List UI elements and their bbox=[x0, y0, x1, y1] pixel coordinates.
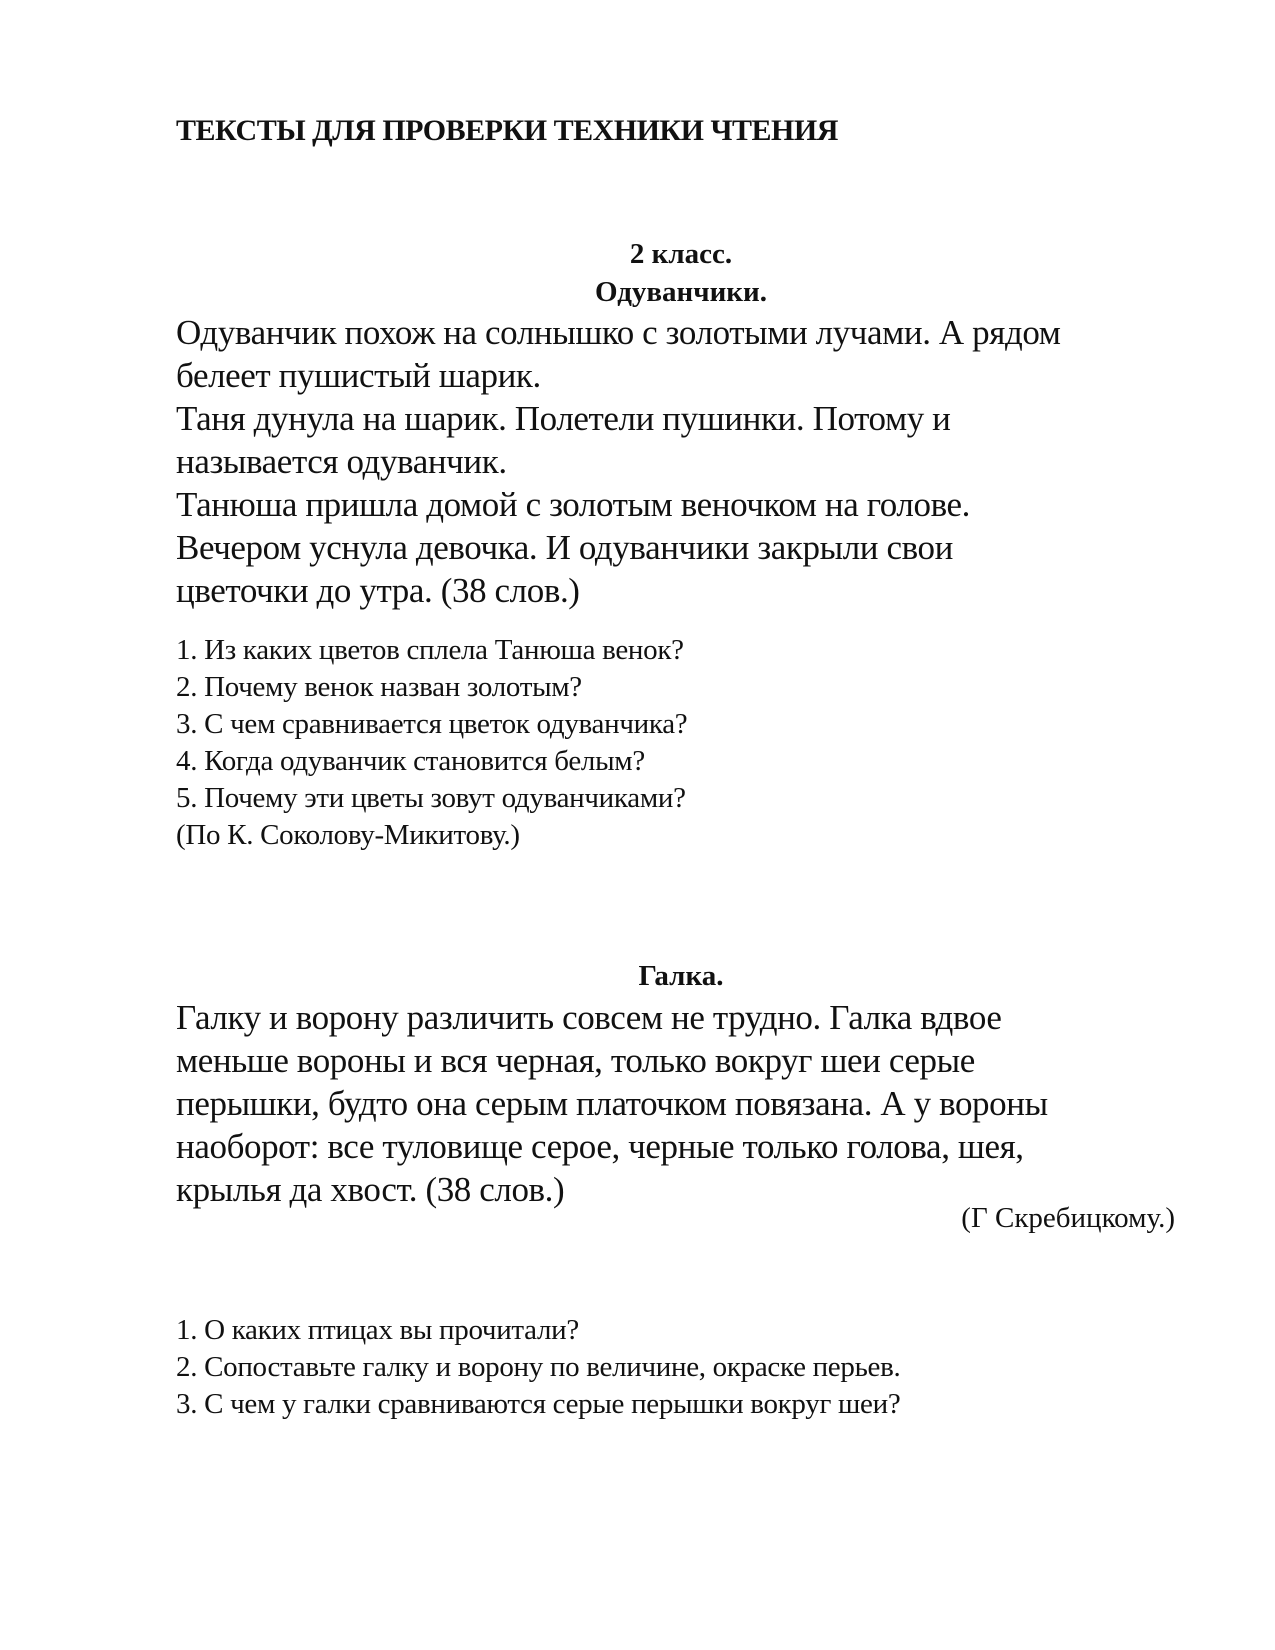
story2-line: Галку и ворону различить совсем не трудно. Галка вдвое bbox=[176, 998, 1002, 1037]
story1-line: Таня дунула на шарик. Полетели пушинки. Потому и bbox=[176, 399, 951, 438]
question-item: 4. Когда одуванчик становится белым? bbox=[176, 745, 645, 777]
story1-line: цветочки до утра. (38 слов.) bbox=[176, 571, 580, 610]
document-title: ТЕКСТЫ ДЛЯ ПРОВЕРКИ ТЕХНИКИ ЧТЕНИЯ bbox=[176, 114, 838, 147]
story1-line: Вечером уснула девочка. И одуванчики закрыли свои bbox=[176, 528, 953, 567]
story1-line: Танюша пришла домой с золотым веночком на голове. bbox=[176, 485, 970, 524]
question-item: 2. Почему венок назван золотым? bbox=[176, 671, 582, 703]
grade-heading: 2 класс. bbox=[629, 238, 733, 270]
story2-line: перышки, будто она серым платочком повязана. А у вороны bbox=[176, 1084, 1048, 1123]
story1-line: Одуванчик похож на солнышко с золотыми лучами. А рядом bbox=[176, 313, 1061, 352]
story1-line: называется одуванчик. bbox=[176, 442, 507, 481]
question-item: 2. Сопоставьте галку и ворону по величине, окраске перьев. bbox=[176, 1351, 901, 1383]
story1-line: белеет пушистый шарик. bbox=[176, 356, 541, 395]
question-item: 1. Из каких цветов сплела Танюша венок? bbox=[176, 634, 684, 666]
story2-line: крылья да хвост. (38 слов.) bbox=[176, 1170, 565, 1209]
story1-author: (По К. Соколову-Микитову.) bbox=[176, 819, 520, 851]
story1-questions bbox=[176, 632, 687, 854]
story2-line: наоборот: все туловище серое, черные только голова, шея, bbox=[176, 1127, 1024, 1166]
story1-title: Одуванчики. bbox=[595, 276, 767, 308]
story2-title: Галка. bbox=[638, 960, 724, 992]
story2-line: меньше вороны и вся черная, только вокруг шеи серые bbox=[176, 1041, 975, 1080]
question-item: 3. С чем сравнивается цветок одуванчика? bbox=[176, 708, 688, 740]
story2-text bbox=[176, 996, 1186, 1211]
question-item: 3. С чем у галки сравниваются серые перышки вокруг шеи? bbox=[176, 1388, 901, 1420]
question-item: 5. Почему эти цветы зовут одуванчиками? bbox=[176, 782, 686, 814]
story2-questions bbox=[176, 1312, 900, 1423]
question-item: 1. О каких птицах вы прочитали? bbox=[176, 1314, 579, 1346]
story2-author: (Г Скребицкому.) bbox=[961, 1202, 1175, 1234]
story1-text bbox=[176, 311, 1186, 612]
